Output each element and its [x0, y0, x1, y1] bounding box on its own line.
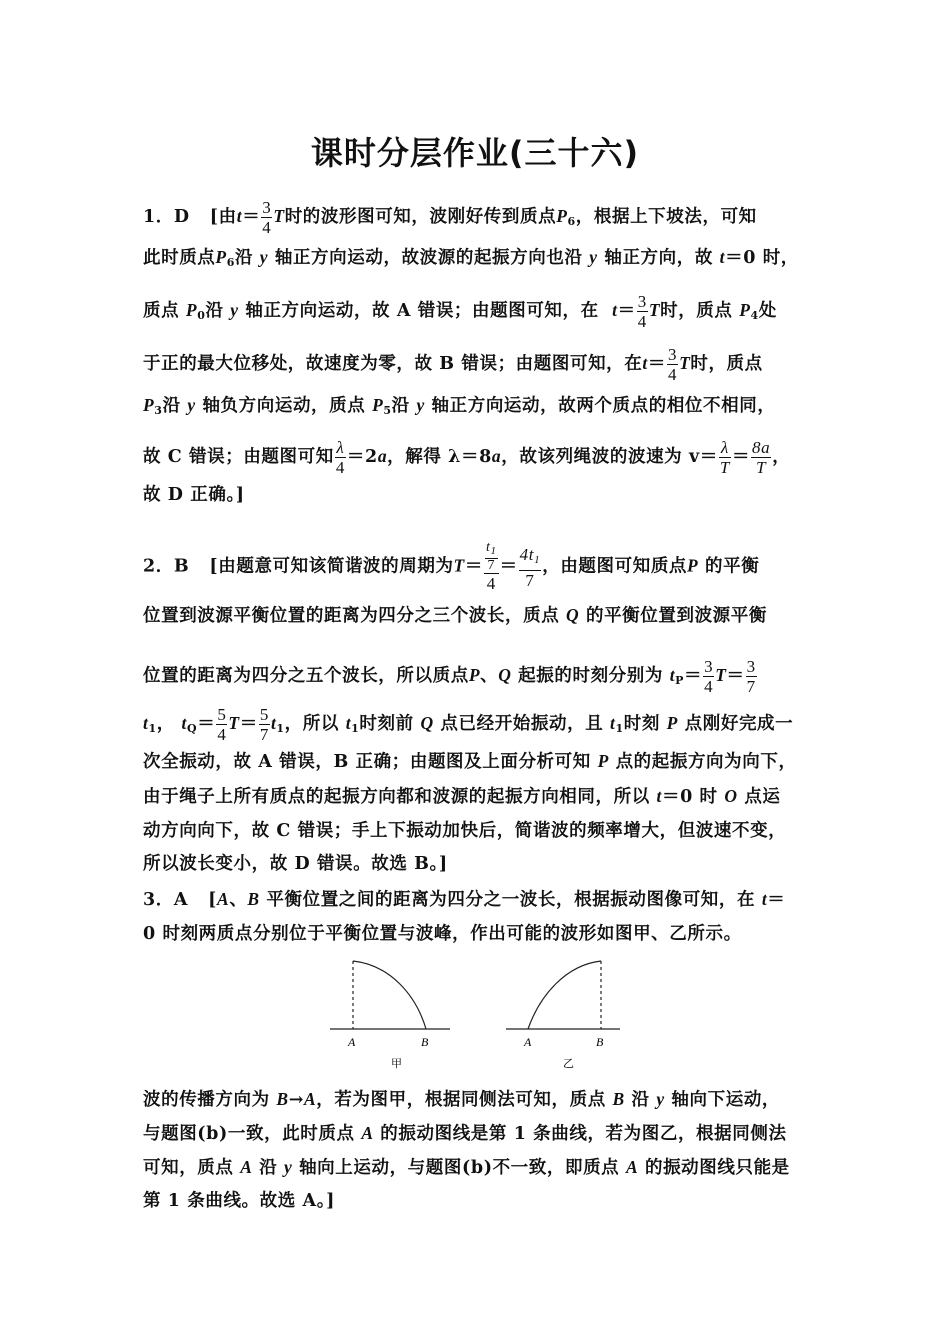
- q2-line-8: 所以波长变小，故 D 错误。故选 B。]: [143, 854, 448, 874]
- q1-line-7: 故 D 正确。]: [143, 485, 245, 505]
- q1-line-1: 1．D [由t＝ $\frac{3}{4}$ T时的波形图可知，波刚好传到质点$P_6$，根据上下坡法，可知: [143, 198, 757, 237]
- jia-label-a: A: [348, 1035, 356, 1049]
- q3-line-2: 0 时刻两质点分别位于平衡位置与波峰，作出可能的波形如图甲、乙所示。: [143, 924, 742, 944]
- fraction: $\frac{\lambda}{4}$: [335, 438, 345, 477]
- fraction: $\frac{3}{4}$: [637, 292, 647, 331]
- q3-line-3: 波的传播方向为 B→A，若为图甲，根据同侧法可知，质点 B 沿 y 轴向下运动，: [143, 1089, 781, 1110]
- yi-label-b: B: [596, 1035, 604, 1049]
- figure-jia: [330, 961, 450, 1029]
- yi-label-a: A: [524, 1035, 532, 1049]
- q1-line-4: 于正的最大位移处，故速度为零，故 B 错误；由题图可知，在t＝ $\frac{3}{4}$ T时，质点: [143, 345, 763, 384]
- fraction: $\frac{3}{4}$: [704, 657, 714, 696]
- q2-line-6: 由于绳子上所有质点的起振方向都和波源的起振方向相同，所以 t＝0 时 O 点运: [143, 786, 781, 807]
- fraction: $\frac{t_1}{7}$: [485, 540, 497, 573]
- jia-wave-curve: [353, 961, 426, 1029]
- page-title: 课时分层作业(三十六): [310, 134, 640, 172]
- fraction: $\frac{5}{4}$: [217, 705, 227, 744]
- q2-line-3: 位置的距离为四分之五个波长，所以质点P、Q 起振的时刻分别为 $t_P=$ $\frac{3}{4}$ T＝ $\frac{3}{7}$: [143, 657, 756, 696]
- q3-line-5: 可知，质点 A 沿 y 轴向上运动，与题图(b)不一致，即质点 A 的振动图线只能是: [143, 1157, 790, 1178]
- q3-line-6: 第 1 条曲线。故选 A。]: [143, 1191, 335, 1211]
- fraction: $\frac{3}{4}$: [262, 198, 272, 237]
- yi-caption: 乙: [563, 1058, 574, 1070]
- jia-label-b: B: [421, 1035, 429, 1049]
- wave-figure: [320, 955, 630, 1075]
- q2-line-7: 动方向向下，故 C 错误；手上下振动加快后，简谐波的频率增大，但波速不变，: [143, 821, 787, 841]
- yi-wave-curve: [528, 961, 601, 1029]
- q3-line-1: 3．A [A、B 平衡位置之间的距离为四分之一波长，根据振动图像可知，在 t＝: [143, 889, 786, 910]
- q2-line-4: $t_1$， $t_Q=$ $\frac{5}{4}$ T＝ $\frac{5}{7}$ $t_1$，所以 $t_1$时刻前 Q 点已经开始振动，且 $t_1$时刻 P 点刚好完成一: [143, 705, 794, 744]
- q1-line-3: 质点 $P_0$沿 y 轴正方向运动，故 A 错误；由题图可知，在 t＝ $\frac{3}{4}$ T时，质点 $P_4$处: [143, 292, 777, 331]
- q3-line-4: 与题图(b)一致，此时质点 A 的振动图线是第 1 条曲线，若为图乙，根据同侧法: [143, 1123, 787, 1144]
- figure-yi: [506, 961, 620, 1029]
- q1-label: 1．D: [143, 207, 190, 227]
- fraction: $\frac{8a}{T}$: [752, 438, 771, 477]
- fraction: $\frac{\lambda}{T}$: [719, 438, 730, 477]
- fraction: $\frac{\frac{t_1}{7}}{4}$: [485, 540, 497, 593]
- fraction: $\frac{3}{4}$: [667, 345, 678, 384]
- q2-label: 2．B: [143, 556, 190, 577]
- q2-line-5: 次全振动，故 A 错误，B 正确；由题图及上面分析可知 P 点的起振方向为向下，: [143, 751, 797, 772]
- fraction: $\frac{3}{7}$: [746, 657, 756, 696]
- q2-line-2: 位置到波源平衡位置的距离为四分之三个波长，质点 Q 的平衡位置到波源平衡: [143, 605, 767, 626]
- q3-label: 3．A: [143, 890, 189, 910]
- fraction: $\frac{4t_1}{7}$: [519, 544, 541, 590]
- q1-line-6: 故 C 错误；由题图可知 $\frac{\lambda}{4}$ ＝2a，解得 λ＝8a，故该列绳波的波速为 v＝ $\frac{\lambda}{T}$ ＝ $\frac{8a}{T}$ ，: [143, 438, 791, 477]
- q2-line-1: 2．B [由题意可知该简谐波的周期为T＝ $\frac{\frac{t_1}{7}}{4}$ ＝ $\frac{4t_1}{7}$ ，由题图可知质点P 的平衡: [143, 540, 760, 593]
- jia-caption: 甲: [391, 1058, 402, 1070]
- q1-line-5: $P_3$沿 y 轴负方向运动，质点 $P_5$沿 y 轴正方向运动，故两个质点的相位不相同，: [143, 395, 776, 417]
- fraction: $\frac{5}{7}$: [259, 705, 269, 744]
- q1-line-2: 此时质点$P_6$沿 y 轴正方向运动，故波源的起振方向也沿 y 轴正方向，故 t＝0 时，: [143, 247, 799, 269]
